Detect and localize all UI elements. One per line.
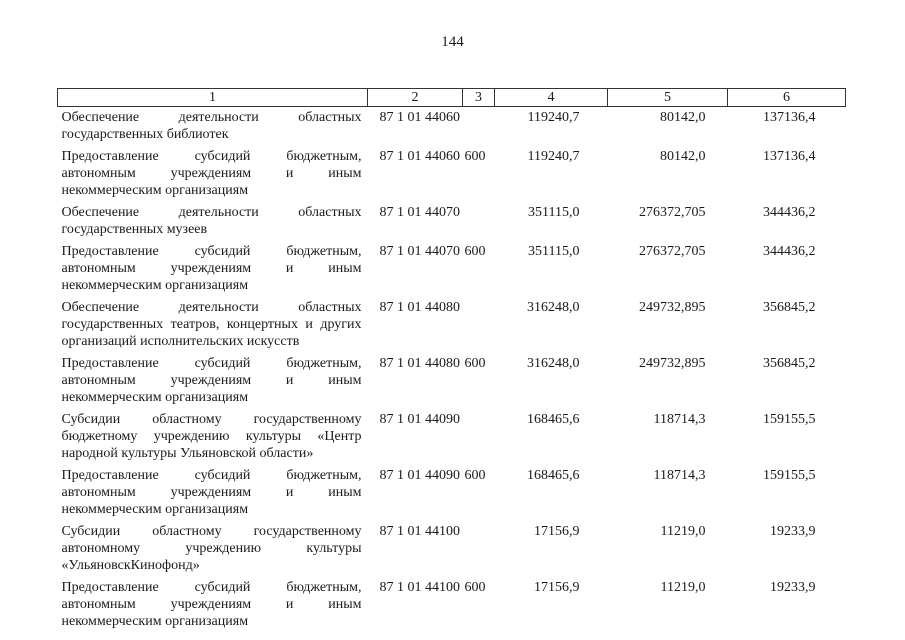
- row-value-col-5: 249732,895: [639, 356, 706, 371]
- row-code: 87 1 01 44080: [379, 356, 460, 371]
- table-row: [58, 409, 846, 465]
- row-value-col-4: 119240,7: [527, 149, 580, 164]
- row-value-col-4: 17156,9: [534, 580, 580, 595]
- table-row: [58, 521, 846, 577]
- row-expense-type: [463, 297, 495, 353]
- row-name: Предоставление субсидий бюджетным, автономным учреждениям и иным некоммерческим организациям: [61, 244, 362, 293]
- row-expense-type: 600: [464, 580, 486, 595]
- row-value-col-5: 118714,3: [653, 468, 706, 483]
- row-code: 87 1 01 44060: [379, 149, 460, 164]
- row-code: 87 1 01 44090: [379, 412, 460, 427]
- table-row: [58, 465, 846, 521]
- row-value-col-4: 17156,9: [534, 524, 580, 539]
- page-number: 144: [441, 34, 464, 50]
- row-name: Предоставление субсидий бюджетным, автономным учреждениям и иным некоммерческим организациям: [61, 356, 362, 405]
- row-value-col-6: 159155,5: [763, 412, 816, 427]
- table-row: [58, 297, 846, 353]
- header-col-2: 2: [368, 89, 463, 107]
- table-row: [58, 353, 846, 409]
- header-col-4: 4: [495, 89, 608, 107]
- table-row: [58, 202, 846, 241]
- row-name: Предоставление субсидий бюджетным, автономным учреждениям и иным некоммерческим организациям: [61, 149, 362, 198]
- row-value-col-6: 356845,2: [763, 300, 816, 315]
- row-value-col-5: 118714,3: [653, 412, 706, 427]
- row-name: Предоставление субсидий бюджетным, автономным учреждениям и иным некоммерческим организациям: [61, 580, 362, 629]
- row-value-col-4: 316248,0: [527, 300, 580, 315]
- header-row: [58, 89, 846, 107]
- table-row: [58, 146, 846, 202]
- header-col-3: 3: [463, 89, 495, 107]
- row-code: 87 1 01 44070: [379, 205, 460, 220]
- row-expense-type: 600: [464, 149, 486, 164]
- row-expense-type: [463, 409, 495, 465]
- row-value-col-4: 168465,6: [527, 468, 580, 483]
- table-row: [58, 107, 846, 147]
- row-value-col-4: 316248,0: [527, 356, 580, 371]
- row-code: 87 1 01 44060: [379, 110, 460, 125]
- table-row: [58, 241, 846, 297]
- row-value-col-6: 356845,2: [763, 356, 816, 371]
- row-value-col-6: 19233,9: [770, 524, 816, 539]
- row-name: Субсидии областному государственному автономному учреждению культуры «УльяновскКинофонд»: [61, 524, 362, 573]
- row-value-col-6: 137136,4: [763, 110, 816, 125]
- row-value-col-5: 11219,0: [660, 580, 706, 595]
- row-code: 87 1 01 44080: [379, 300, 460, 315]
- row-expense-type: 600: [464, 356, 486, 371]
- row-expense-type: [463, 107, 495, 147]
- row-value-col-4: 168465,6: [527, 412, 580, 427]
- header-col-5: 5: [608, 89, 728, 107]
- row-name: Обеспечение деятельности областных государственных библиотек: [61, 110, 362, 142]
- row-value-col-4: 119240,7: [527, 110, 580, 125]
- row-value-col-5: 249732,895: [639, 300, 706, 315]
- row-expense-type: 600: [464, 468, 486, 483]
- row-value-col-5: 80142,0: [660, 110, 706, 125]
- row-value-col-6: 344436,2: [763, 244, 816, 259]
- table-row: [58, 577, 846, 633]
- row-value-col-6: 344436,2: [763, 205, 816, 220]
- row-code: 87 1 01 44100: [379, 524, 460, 539]
- budget-table: [57, 88, 846, 633]
- header-col-1: 1: [58, 89, 368, 107]
- row-expense-type: 600: [464, 244, 486, 259]
- row-value-col-6: 159155,5: [763, 468, 816, 483]
- row-name: Субсидии областному государственному бюджетному учреждению культуры «Центр народной культуры Ульяновской области»: [61, 412, 362, 461]
- row-code: 87 1 01 44090: [379, 468, 460, 483]
- row-name: Предоставление субсидий бюджетным, автономным учреждениям и иным некоммерческим организациям: [61, 468, 362, 517]
- row-value-col-6: 19233,9: [770, 580, 816, 595]
- row-code: 87 1 01 44070: [379, 244, 460, 259]
- row-name: Обеспечение деятельности областных государственных театров, концертных и других организаций исполнительских искусств: [61, 300, 362, 349]
- row-code: 87 1 01 44100: [379, 580, 460, 595]
- row-value-col-5: 11219,0: [660, 524, 706, 539]
- row-value-col-6: 137136,4: [763, 149, 816, 164]
- row-name: Обеспечение деятельности областных государственных музеев: [61, 205, 362, 237]
- row-value-col-4: 351115,0: [528, 244, 580, 259]
- row-value-col-5: 276372,705: [639, 244, 706, 259]
- header-col-6: 6: [728, 89, 846, 107]
- row-value-col-5: 80142,0: [660, 149, 706, 164]
- row-expense-type: [463, 521, 495, 577]
- row-expense-type: [463, 202, 495, 241]
- row-value-col-4: 351115,0: [528, 205, 580, 220]
- row-value-col-5: 276372,705: [639, 205, 706, 220]
